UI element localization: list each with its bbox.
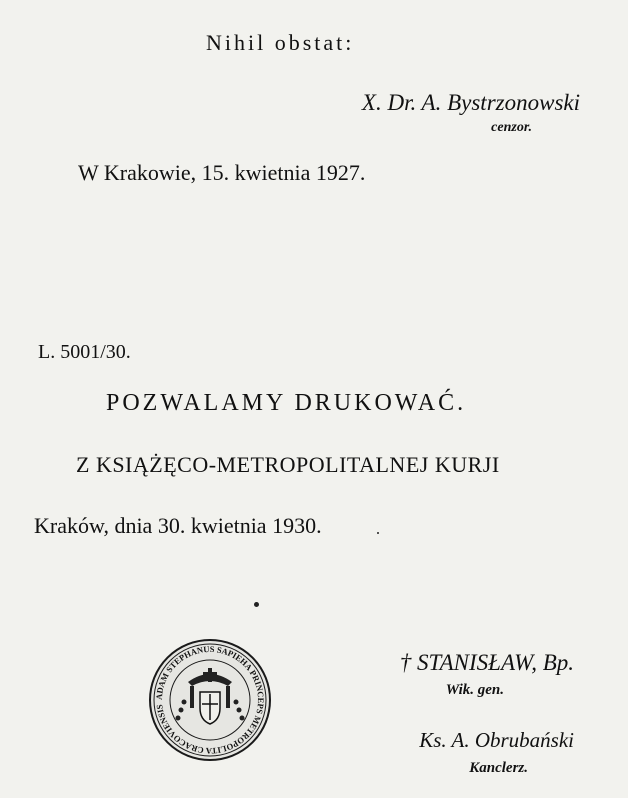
censor-place-date: W Krakowie, 15. kwietnia 1927. — [78, 160, 366, 185]
bishop-title: Wik. gen. — [445, 682, 504, 698]
imprimatur-heading: POZWALAMY DRUKOWAĆ. — [106, 390, 467, 416]
ink-speck — [254, 602, 259, 607]
ink-speck — [377, 532, 379, 534]
reference-number: L. 5001/30. — [38, 341, 131, 363]
seal-inscription: ADAM STEPHANUS SAPIEHA PRINCEPS METROPOLITA CRACOVIENSIS — [153, 643, 267, 757]
curia-line: Z KSIĄŻĘCO-METROPOLITALNEJ KURJI — [76, 452, 500, 477]
archbishop-seal-icon — [148, 638, 272, 762]
censor-title: cenzor. — [491, 120, 532, 135]
censor-signature: X. Dr. A. Bystrzonowski — [361, 90, 580, 115]
curia-place-date: Kraków, dnia 30. kwietnia 1930. — [34, 513, 322, 538]
bishop-signature: † STANISŁAW, Bp. — [399, 650, 574, 675]
chancellor-signature: Ks. A. Obrubański — [419, 728, 574, 752]
chancellor-title: Kanclerz. — [469, 760, 528, 776]
nihil-obstat-heading: Nihil obstat: — [206, 30, 355, 55]
